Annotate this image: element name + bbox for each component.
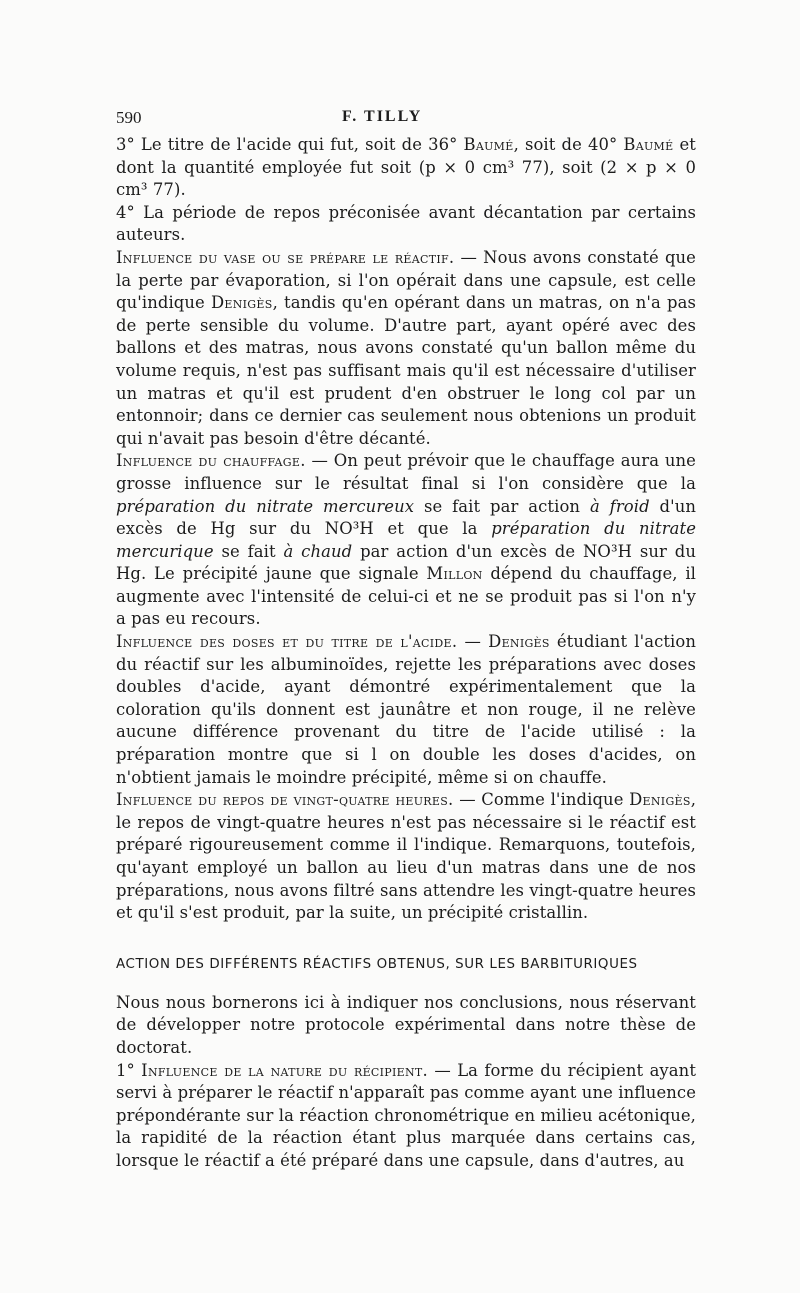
section-heading: Influence de la nature du récipient. bbox=[141, 1060, 429, 1080]
section-heading: Influence du chauffage. bbox=[116, 451, 306, 471]
section-title: ACTION DES DIFFÉRENTS RÉACTIFS OBTENUS, SUR LES BARBITURIQUES bbox=[116, 956, 638, 972]
paragraph-conclusions: Nous nous bornerons ici à indiquer nos conclusions, nous réservant de développer notre protocole expérimental dans notre thèse de doctorat. bbox=[116, 992, 696, 1057]
paragraph-periode-repos: 4° La période de repos préconisée avant décantation par certains auteurs. bbox=[116, 202, 696, 245]
page-number: 590 bbox=[116, 108, 142, 127]
paragraph-influence-vase: Influence du vase ou se prépare le réactif. — Nous avons constaté que la perte par évaporation, si l'on opérait dans une capsule, est celle qu'indique Denigès, tandis qu'en opérant dans un matras, on n'a pas de perte sensible du volume. D'autre part, ayant opéré avec des ballons et des matras, nous avons constaté qu'un ballon même du volume requis, n'est pas suffisant mais qu'il est nécessaire d'utiliser un matras et qu'il est prudent d'en obstruer le long col par un entonnoir; dans ce dernier cas seulement nous obtenions un produit qui n'avait pas besoin d'être décanté. bbox=[116, 247, 696, 448]
paragraph-influence-repos: Influence du repos de vingt-quatre heures. — Comme l'indique Denigès, le repos de vingt-quatre heures n'est pas nécessaire si le réactif est préparé rigoureusement comme il l'indique. Remarquons, toutefois, qu'ayant employé un ballon au lieu d'un matras dans une de nos préparations, nous avons filtré sans attendre les vingt-quatre heures et qu'il s'est produit, par la suite, un précipité cristallin. bbox=[116, 790, 697, 923]
paragraph-titre-acide: 3° Le titre de l'acide qui fut, soit de 36° Baumé, soit de 40° Baumé et dont la quantité employée fut soit (p × 0 cm³ 77), soit (2 × p × 0 cm³ 77). bbox=[116, 135, 696, 200]
section-heading: Influence du vase ou se prépare le réactif. bbox=[116, 247, 455, 267]
section-heading: Influence des doses et du titre de l'acide. bbox=[116, 632, 458, 652]
running-header bbox=[116, 108, 696, 134]
paragraph-influence-chauffage: Influence du chauffage. — On peut prévoir que le chauffage aura une grosse influence sur le résultat final si l'on considère que la préparation du nitrate mercureux se fait par action à froid d'un excès de Hg sur du NO³H et que la préparation du nitrate mercurique se fait à chaud par action d'un excès de NO³H sur du Hg. Le précipité jaune que signale Millon dépend du chauffage, il augmente avec l'intensité de celui-ci et ne se produit pas si l'on n'y a pas eu recours. bbox=[116, 451, 697, 629]
paragraph-influence-recipient: 1° Influence de la nature du récipient. — La forme du récipient ayant servi à préparer le réactif n'apparaît pas comme ayant une influence prépondérante sur la réaction chronométrique en milieu acétonique, la rapidité de la réaction étant plus marquée dans certains cas, lorsque le réactif a été préparé dans une capsule, dans d'autres, au bbox=[116, 1060, 697, 1170]
page bbox=[116, 108, 696, 1173]
paragraph-influence-doses: Influence des doses et du titre de l'acide. — Denigès étudiant l'action du réactif sur les albuminoïdes, rejette les préparations avec doses doubles d'acide, ayant démontré expérimentalement que la coloration qu'ils donnent est jaunâtre et non rouge, il ne relève aucune différence provenant du titre de l'acide utilisé : la préparation montre que si l on double les doses d'acides, on n'obtient jamais le moindre précipité, même si on chauffe. bbox=[116, 632, 697, 787]
section-heading: Influence du repos de vingt-quatre heures. bbox=[116, 790, 454, 810]
running-head-author: F. TILLY bbox=[342, 108, 423, 125]
